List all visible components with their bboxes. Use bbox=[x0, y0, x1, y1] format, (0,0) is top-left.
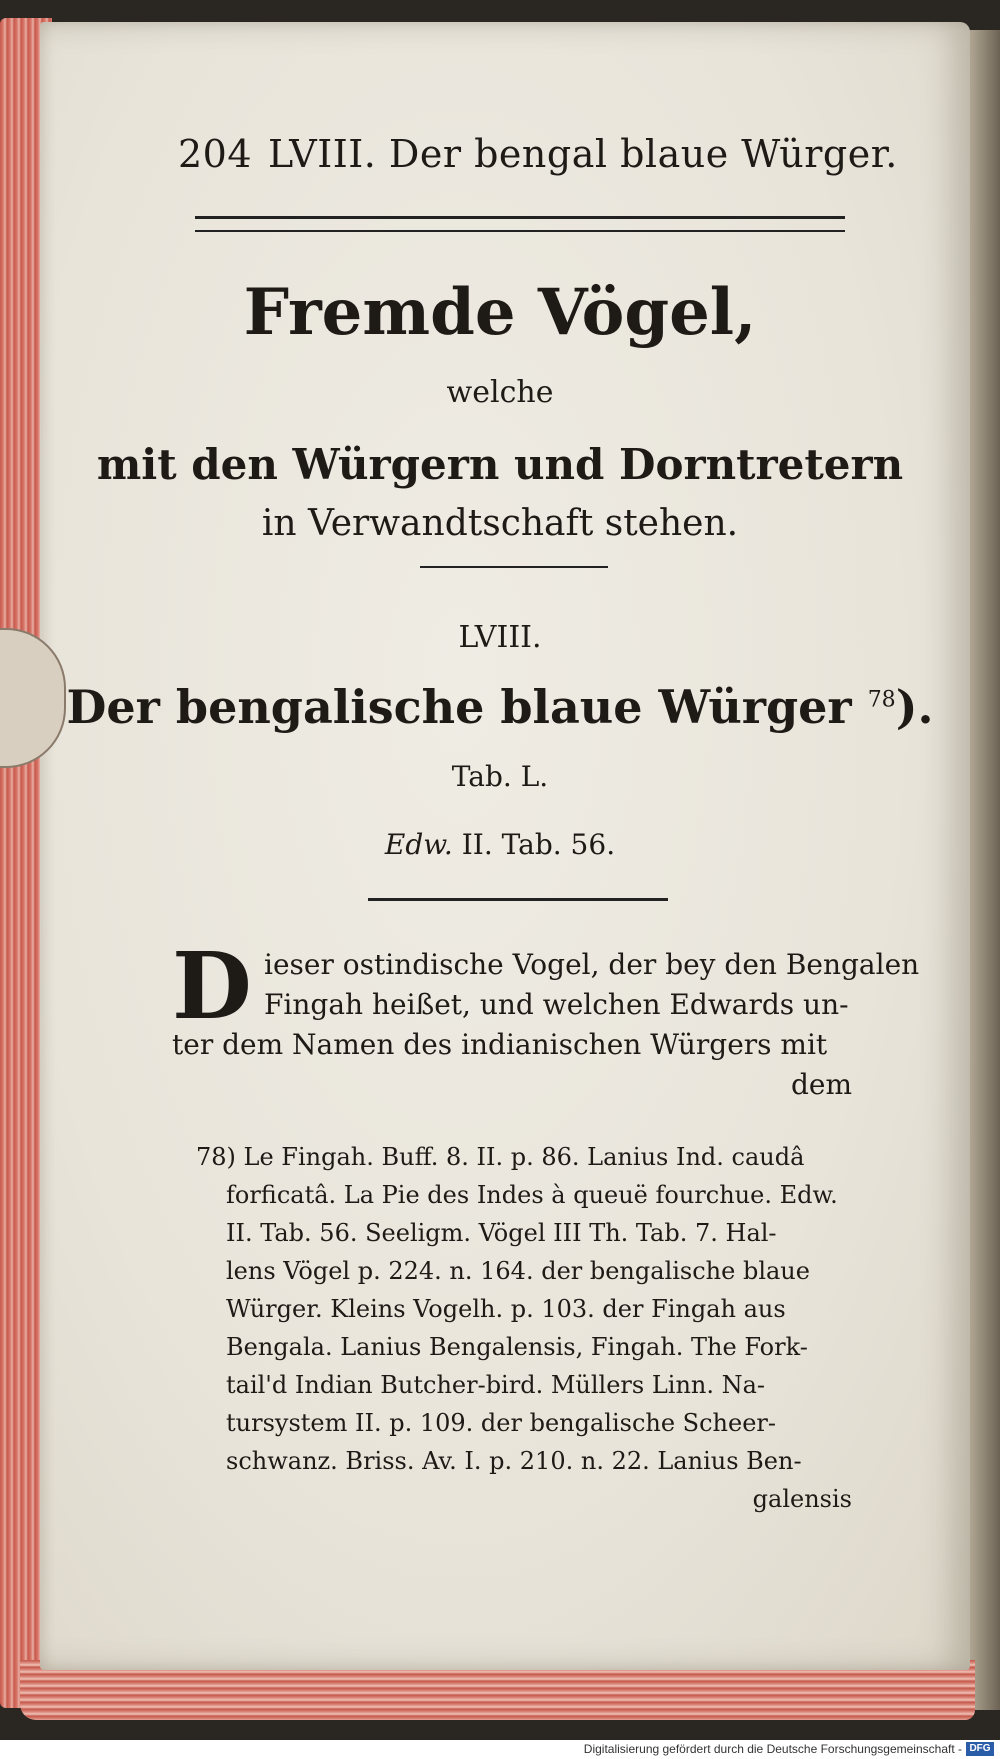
entry-name bbox=[0, 680, 1000, 734]
footnote-line: Bengala. Lanius Bengalensis, Fingah. The Fork- bbox=[226, 1333, 808, 1361]
entry-number: LVIII. bbox=[458, 620, 542, 655]
entry-name-text: Der bengalische blaue Würger bbox=[66, 680, 852, 734]
digitization-credit: Digitalisierung gefördert durch die Deutsche Forschungsgemeinschaft - bbox=[583, 1742, 962, 1756]
section-title: Fremde Vögel, bbox=[243, 275, 757, 350]
footnote-line-catchword: galensis bbox=[752, 1485, 852, 1513]
header-rule-thick bbox=[195, 216, 845, 219]
footnote-line: 78) Le Fingah. Buff. 8. II. p. 86. Lanius Ind. caudâ bbox=[196, 1143, 805, 1171]
body-paragraph bbox=[172, 945, 920, 1105]
edwards-reference bbox=[0, 828, 1000, 861]
footnote-line: forficatâ. La Pie des Indes à queuë fourchue. Edw. bbox=[226, 1181, 838, 1209]
header-rule-thin bbox=[195, 230, 845, 232]
footnote-line: schwanz. Briss. Av. I. p. 210. n. 22. Lanius Ben- bbox=[226, 1447, 802, 1475]
section-subtitle-welche: welche bbox=[446, 375, 554, 410]
dfg-logo: DFG bbox=[966, 1742, 994, 1756]
section-subtitle-line-1: mit den Würgern und Dorntretern bbox=[96, 440, 904, 489]
drop-cap: D bbox=[172, 932, 252, 1040]
edwards-reference-author: Edw. bbox=[384, 828, 453, 861]
edwards-reference-rest: II. Tab. 56. bbox=[461, 828, 616, 861]
page-number: 204 bbox=[178, 132, 253, 176]
footnote bbox=[196, 1138, 852, 1518]
footnote-line: tursystem II. p. 109. der bengalische Scheer- bbox=[226, 1409, 776, 1437]
plate-reference: Tab. L. bbox=[451, 760, 549, 793]
body-line: ter dem Namen des indianischen Würgers mit bbox=[172, 1028, 828, 1061]
body-line: ieser ostindische Vogel, der bey den Bengalen bbox=[264, 948, 920, 981]
footnote-line: Würger. Kleins Vogelh. p. 103. der Fingah aus bbox=[226, 1295, 786, 1323]
entry-divider bbox=[368, 898, 668, 901]
entry-name-suffix: ). bbox=[895, 680, 934, 734]
body-line-catchword: dem bbox=[790, 1068, 852, 1101]
section-subtitle-line-2: in Verwandtschaft stehen. bbox=[261, 503, 739, 544]
running-title: LVIII. Der bengal blaue Würger. bbox=[268, 132, 898, 176]
footnote-ref: 78 bbox=[867, 687, 896, 713]
footnote-line: lens Vögel p. 224. n. 164. der bengalische blaue bbox=[226, 1257, 810, 1285]
footnote-line: tail'd Indian Butcher-bird. Müllers Linn. Na- bbox=[226, 1371, 766, 1399]
running-header bbox=[178, 132, 898, 176]
section-divider bbox=[420, 566, 608, 568]
footnote-line: II. Tab. 56. Seeligm. Vögel III Th. Tab. 7. Hal- bbox=[226, 1219, 777, 1247]
body-line: Fingah heißet, und welchen Edwards un- bbox=[264, 988, 849, 1021]
